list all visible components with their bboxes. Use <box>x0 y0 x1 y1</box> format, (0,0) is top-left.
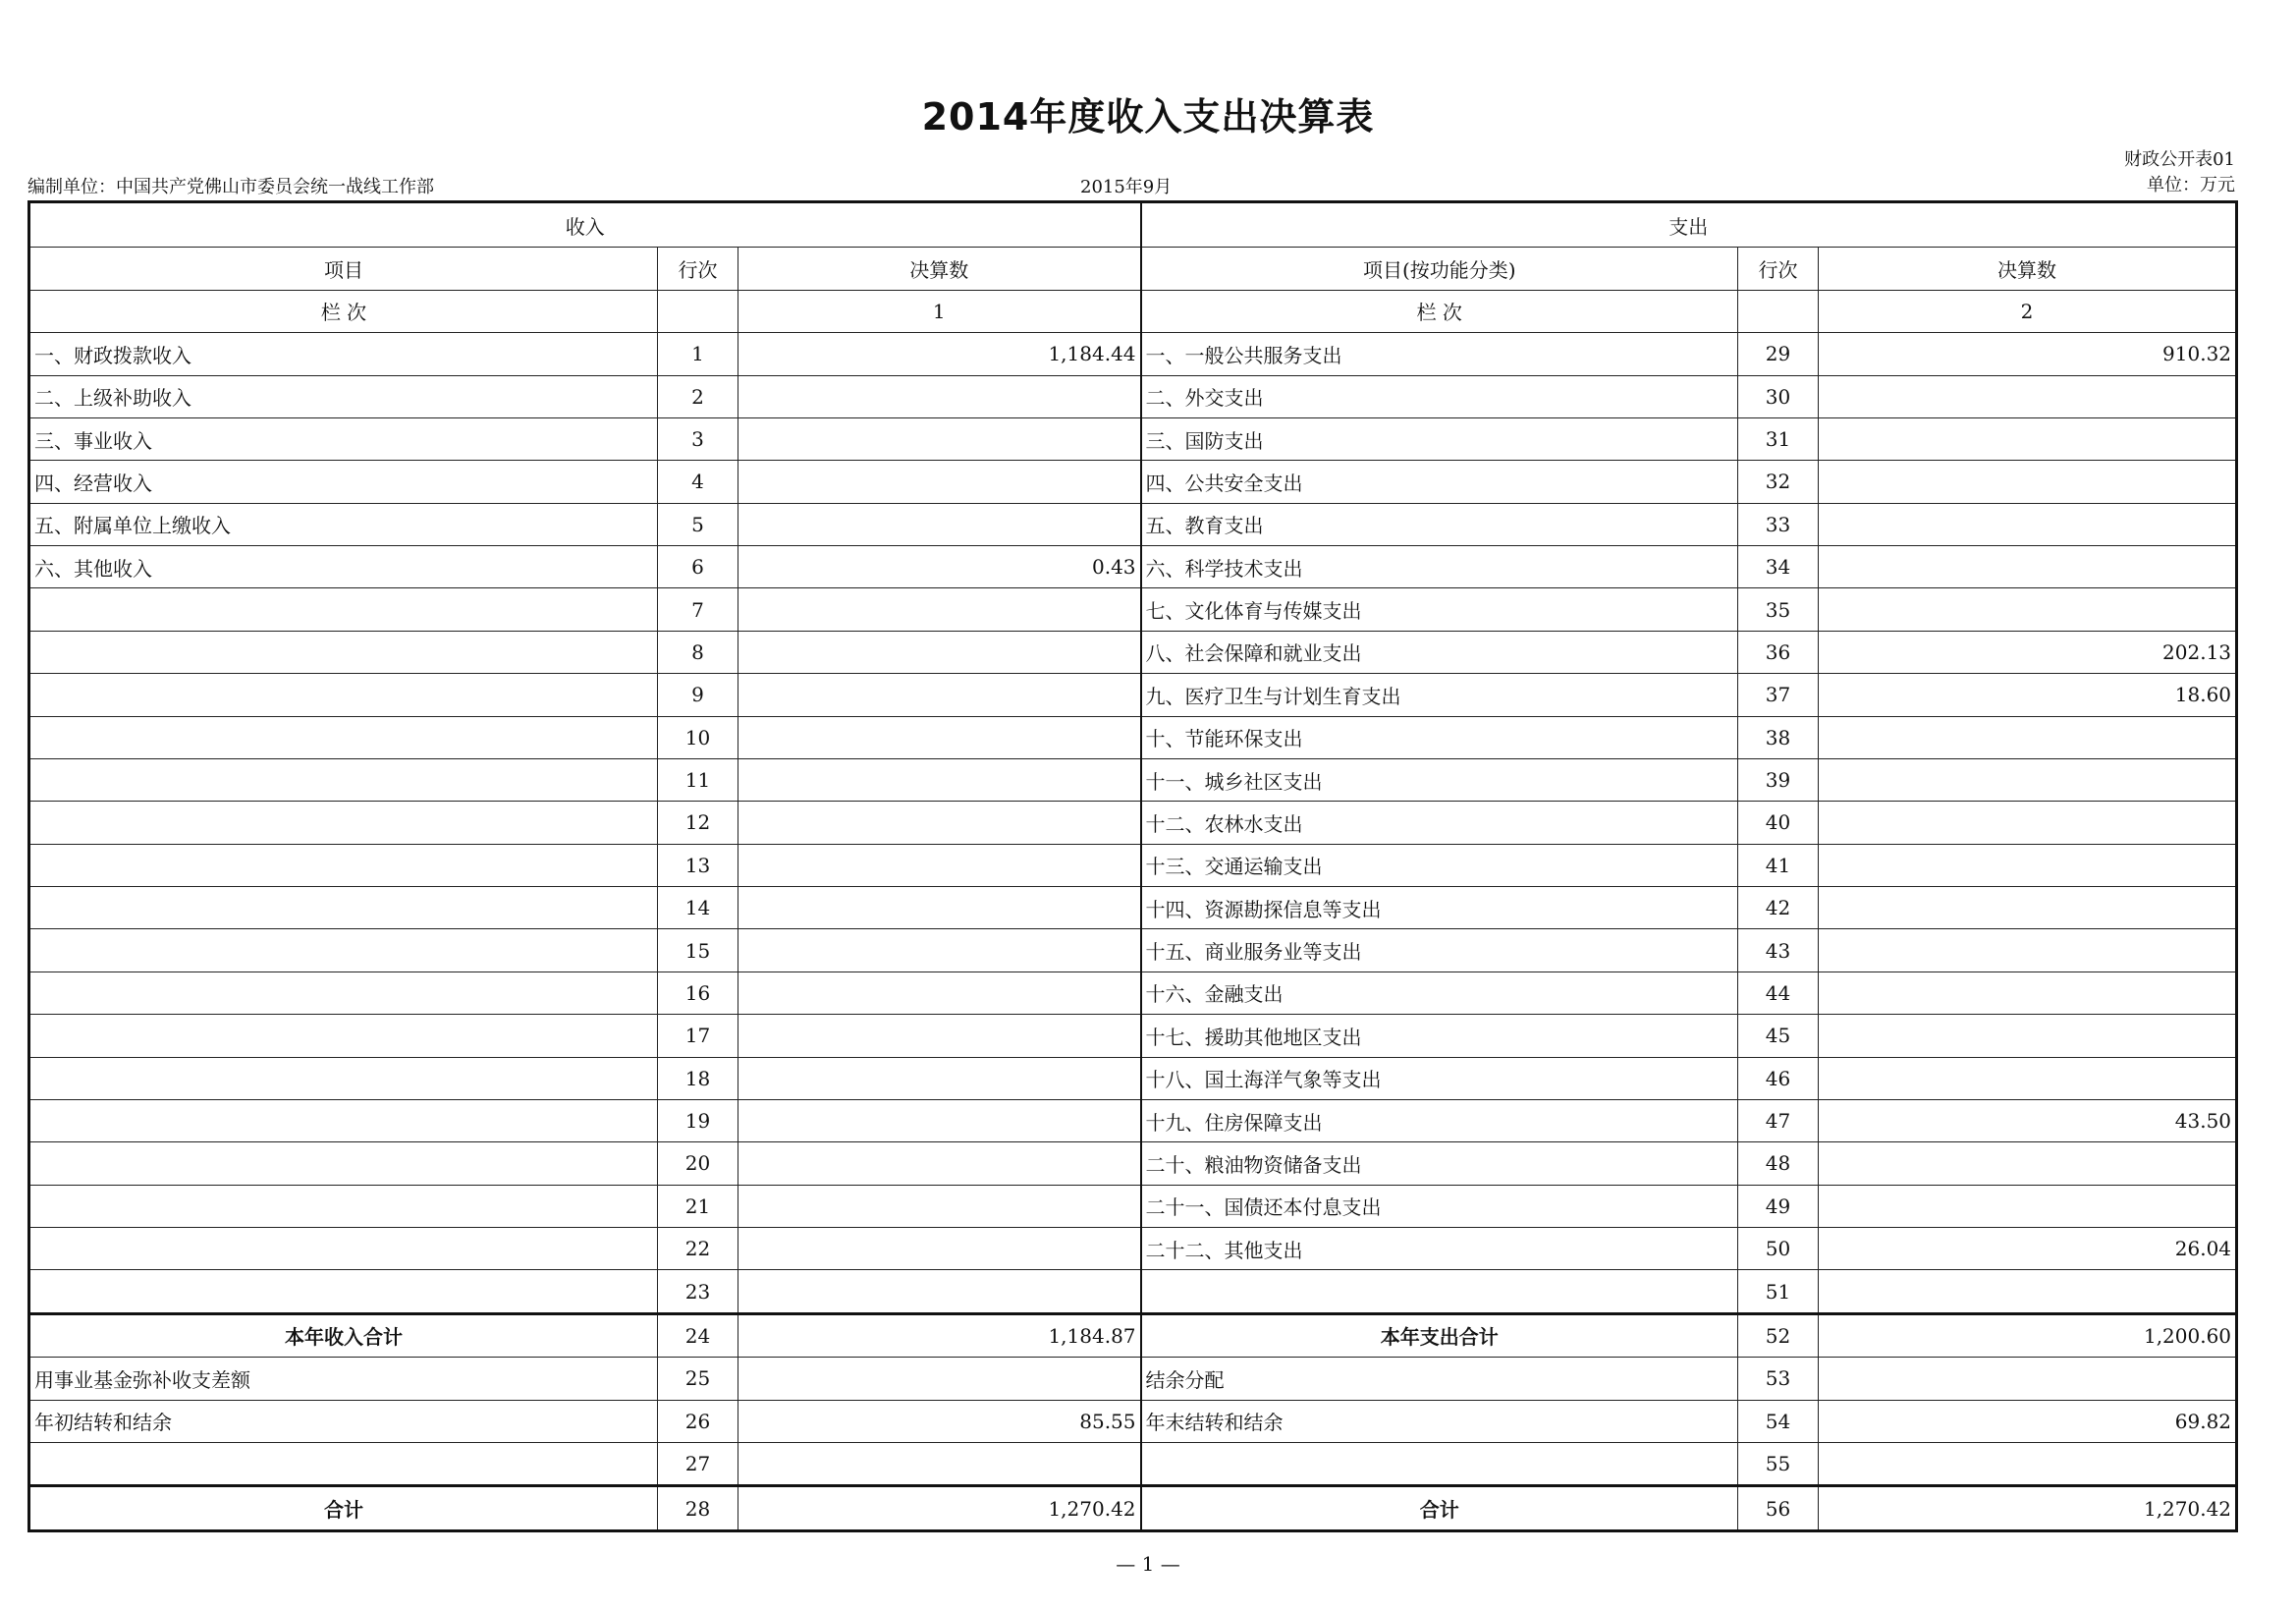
table-row <box>29 802 2237 844</box>
expense-summary-item: 结余分配 <box>1141 1358 1738 1400</box>
income-row-no-header: 行次 <box>658 248 738 290</box>
income-summary-item: 本年收入合计 <box>29 1313 658 1357</box>
expense-amount: 910.32 <box>1819 333 2237 375</box>
expense-item: 十八、国土海洋气象等支出 <box>1141 1057 1738 1099</box>
page-title: 2014年度收入支出决算表 <box>921 95 1375 139</box>
income-summary-row-no: 28 <box>658 1486 738 1531</box>
expense-item: 十四、资源勘探信息等支出 <box>1141 887 1738 929</box>
table-row <box>29 758 2237 801</box>
expense-summary-amount <box>1819 1442 2237 1485</box>
expense-amount-header: 决算数 <box>1819 248 2237 290</box>
expense-amount <box>1819 844 2237 886</box>
income-item: 六、其他收入 <box>29 546 658 588</box>
income-amount <box>738 1057 1141 1099</box>
expense-row-no: 40 <box>1738 802 1819 844</box>
expense-amount: 202.13 <box>1819 631 2237 673</box>
income-item-header: 项目 <box>29 248 658 290</box>
income-row-no: 22 <box>658 1228 738 1270</box>
income-row-no: 7 <box>658 588 738 631</box>
summary-row <box>29 1313 2237 1357</box>
compiling-unit: 编制单位：中国共产党佛山市委员会统一战线工作部 <box>27 177 434 197</box>
expense-amount <box>1819 1015 2237 1057</box>
summary-row <box>29 1442 2237 1485</box>
income-amount <box>738 802 1141 844</box>
column-header-row <box>29 248 2237 290</box>
expense-item: 七、文化体育与传媒支出 <box>1141 588 1738 631</box>
table-row <box>29 972 2237 1014</box>
income-item <box>29 1270 658 1313</box>
expense-row-no-header: 行次 <box>1738 248 1819 290</box>
income-amount <box>738 588 1141 631</box>
expense-item: 十一、城乡社区支出 <box>1141 758 1738 801</box>
column-index-row <box>29 290 2237 332</box>
income-row-no: 12 <box>658 802 738 844</box>
expense-amount: 18.60 <box>1819 674 2237 716</box>
income-summary-row-no: 24 <box>658 1313 738 1357</box>
table-row <box>29 1099 2237 1141</box>
expense-section-header: 支出 <box>1141 202 2237 248</box>
income-item: 一、财政拨款收入 <box>29 333 658 375</box>
income-summary-amount: 85.55 <box>738 1400 1141 1442</box>
unit-label: 单位：万元 <box>2147 175 2235 195</box>
expense-row-no: 51 <box>1738 1270 1819 1313</box>
income-item <box>29 1228 658 1270</box>
income-row-no: 5 <box>658 503 738 545</box>
expense-amount <box>1819 375 2237 417</box>
income-item: 三、事业收入 <box>29 417 658 460</box>
expense-row-no: 38 <box>1738 716 1819 758</box>
income-item <box>29 588 658 631</box>
expense-summary-row-no: 55 <box>1738 1442 1819 1485</box>
expense-row-no: 45 <box>1738 1015 1819 1057</box>
expense-summary-amount <box>1819 1358 2237 1400</box>
page-number: — 1 — <box>1116 1552 1180 1576</box>
income-row-no: 14 <box>658 887 738 929</box>
expense-row-no: 35 <box>1738 588 1819 631</box>
income-row-no: 4 <box>658 461 738 503</box>
expense-amount <box>1819 1185 2237 1227</box>
income-amount <box>738 503 1141 545</box>
table-row <box>29 375 2237 417</box>
report-date: 2015年9月 <box>1080 177 1173 197</box>
income-amount <box>738 1185 1141 1227</box>
expense-amount <box>1819 758 2237 801</box>
income-row-no: 21 <box>658 1185 738 1227</box>
expense-row-no: 34 <box>1738 546 1819 588</box>
income-amount <box>738 1228 1141 1270</box>
expense-item: 十五、商业服务业等支出 <box>1141 929 1738 972</box>
income-amount <box>738 1015 1141 1057</box>
income-section-header: 收入 <box>29 202 1141 248</box>
summary-row <box>29 1486 2237 1531</box>
income-item <box>29 929 658 972</box>
section-header-row <box>29 202 2237 248</box>
expense-item: 八、社会保障和就业支出 <box>1141 631 1738 673</box>
expense-summary-row-no: 56 <box>1738 1486 1819 1531</box>
expense-item: 十三、交通运输支出 <box>1141 844 1738 886</box>
income-item <box>29 844 658 886</box>
expense-amount: 43.50 <box>1819 1099 2237 1141</box>
income-row-no: 23 <box>658 1270 738 1313</box>
income-row-no: 10 <box>658 716 738 758</box>
summary-row <box>29 1400 2237 1442</box>
income-amount <box>738 716 1141 758</box>
income-column-label: 栏 次 <box>29 290 658 332</box>
expense-item: 五、教育支出 <box>1141 503 1738 545</box>
expense-item: 二十一、国债还本付息支出 <box>1141 1185 1738 1227</box>
table-row <box>29 1270 2237 1313</box>
income-row-no: 9 <box>658 674 738 716</box>
table-row <box>29 887 2237 929</box>
income-item: 二、上级补助收入 <box>29 375 658 417</box>
income-column-index: 1 <box>738 290 1141 332</box>
income-summary-amount: 1,184.87 <box>738 1313 1141 1357</box>
expense-row-no: 47 <box>1738 1099 1819 1141</box>
expense-item: 二十、粮油物资储备支出 <box>1141 1142 1738 1185</box>
income-summary-row-no: 27 <box>658 1442 738 1485</box>
expense-amount <box>1819 1270 2237 1313</box>
income-summary-amount: 1,270.42 <box>738 1486 1141 1531</box>
expense-column-label: 栏 次 <box>1141 290 1738 332</box>
expense-row-no: 37 <box>1738 674 1819 716</box>
income-item <box>29 972 658 1014</box>
expense-row-no: 49 <box>1738 1185 1819 1227</box>
income-row-no: 1 <box>658 333 738 375</box>
expense-amount <box>1819 887 2237 929</box>
income-row-no: 19 <box>658 1099 738 1141</box>
expense-amount <box>1819 802 2237 844</box>
income-summary-row-no: 26 <box>658 1400 738 1442</box>
income-amount <box>738 844 1141 886</box>
expense-item: 三、国防支出 <box>1141 417 1738 460</box>
expense-amount <box>1819 716 2237 758</box>
table-row <box>29 588 2237 631</box>
expense-summary-item: 合计 <box>1141 1486 1738 1531</box>
income-item <box>29 1142 658 1185</box>
expense-summary-item: 本年支出合计 <box>1141 1313 1738 1357</box>
table-row <box>29 674 2237 716</box>
expense-row-no: 44 <box>1738 972 1819 1014</box>
income-amount <box>738 929 1141 972</box>
table-row <box>29 1185 2237 1227</box>
income-summary-item <box>29 1442 658 1485</box>
income-amount <box>738 1142 1141 1185</box>
table-row <box>29 1142 2237 1185</box>
income-item <box>29 758 658 801</box>
income-row-no: 2 <box>658 375 738 417</box>
expense-amount <box>1819 461 2237 503</box>
income-item <box>29 802 658 844</box>
income-row-no: 15 <box>658 929 738 972</box>
form-code: 财政公开表01 <box>2124 149 2235 170</box>
expense-row-no: 48 <box>1738 1142 1819 1185</box>
income-row-no: 3 <box>658 417 738 460</box>
income-row-no: 6 <box>658 546 738 588</box>
income-amount <box>738 417 1141 460</box>
income-row-no: 17 <box>658 1015 738 1057</box>
expense-row-no: 43 <box>1738 929 1819 972</box>
expense-amount: 26.04 <box>1819 1228 2237 1270</box>
income-item <box>29 887 658 929</box>
expense-item: 一、一般公共服务支出 <box>1141 333 1738 375</box>
income-summary-item: 年初结转和结余 <box>29 1400 658 1442</box>
table-row <box>29 1015 2237 1057</box>
income-row-no: 13 <box>658 844 738 886</box>
income-amount <box>738 631 1141 673</box>
table-row <box>29 503 2237 545</box>
expense-row-no: 33 <box>1738 503 1819 545</box>
expense-row-no: 31 <box>1738 417 1819 460</box>
expense-row-no: 41 <box>1738 844 1819 886</box>
income-row-no: 18 <box>658 1057 738 1099</box>
income-row-no: 20 <box>658 1142 738 1185</box>
income-amount <box>738 758 1141 801</box>
expense-item: 二、外交支出 <box>1141 375 1738 417</box>
expense-item: 十七、援助其他地区支出 <box>1141 1015 1738 1057</box>
income-expense-table <box>27 200 2238 1532</box>
table-row <box>29 844 2237 886</box>
expense-row-no: 36 <box>1738 631 1819 673</box>
expense-summary-amount: 1,200.60 <box>1819 1313 2237 1357</box>
income-summary-amount <box>738 1358 1141 1400</box>
income-amount <box>738 375 1141 417</box>
table-row <box>29 1228 2237 1270</box>
table-row <box>29 1057 2237 1099</box>
income-row-no: 11 <box>658 758 738 801</box>
expense-item <box>1141 1270 1738 1313</box>
income-item <box>29 1057 658 1099</box>
expense-amount <box>1819 1142 2237 1185</box>
table-row <box>29 417 2237 460</box>
expense-row-no: 32 <box>1738 461 1819 503</box>
income-amount-header: 决算数 <box>738 248 1141 290</box>
income-summary-amount <box>738 1442 1141 1485</box>
income-summary-row-no: 25 <box>658 1358 738 1400</box>
expense-amount <box>1819 503 2237 545</box>
expense-summary-amount: 1,270.42 <box>1819 1486 2237 1531</box>
expense-row-no: 39 <box>1738 758 1819 801</box>
table-row <box>29 716 2237 758</box>
table-row <box>29 461 2237 503</box>
expense-item: 六、科学技术支出 <box>1141 546 1738 588</box>
expense-item: 十九、住房保障支出 <box>1141 1099 1738 1141</box>
expense-row-no: 29 <box>1738 333 1819 375</box>
expense-row-no: 30 <box>1738 375 1819 417</box>
income-amount <box>738 461 1141 503</box>
expense-amount <box>1819 1057 2237 1099</box>
expense-summary-item <box>1141 1442 1738 1485</box>
table-row <box>29 546 2237 588</box>
expense-item: 四、公共安全支出 <box>1141 461 1738 503</box>
income-item <box>29 631 658 673</box>
table-row <box>29 929 2237 972</box>
income-item: 四、经营收入 <box>29 461 658 503</box>
expense-summary-item: 年末结转和结余 <box>1141 1400 1738 1442</box>
expense-row-no: 46 <box>1738 1057 1819 1099</box>
expense-column-index-blank <box>1738 290 1819 332</box>
expense-amount <box>1819 588 2237 631</box>
expense-row-no: 42 <box>1738 887 1819 929</box>
expense-item: 九、医疗卫生与计划生育支出 <box>1141 674 1738 716</box>
summary-row <box>29 1358 2237 1400</box>
income-summary-item: 用事业基金弥补收支差额 <box>29 1358 658 1400</box>
income-summary-item: 合计 <box>29 1486 658 1531</box>
expense-item: 十、节能环保支出 <box>1141 716 1738 758</box>
income-item: 五、附属单位上缴收入 <box>29 503 658 545</box>
income-amount <box>738 887 1141 929</box>
expense-amount <box>1819 417 2237 460</box>
expense-amount <box>1819 972 2237 1014</box>
expense-item: 十六、金融支出 <box>1141 972 1738 1014</box>
income-column-index-blank <box>658 290 738 332</box>
expense-summary-row-no: 54 <box>1738 1400 1819 1442</box>
expense-summary-row-no: 52 <box>1738 1313 1819 1357</box>
income-amount: 1,184.44 <box>738 333 1141 375</box>
income-item <box>29 716 658 758</box>
income-amount <box>738 674 1141 716</box>
expense-row-no: 50 <box>1738 1228 1819 1270</box>
expense-column-index: 2 <box>1819 290 2237 332</box>
expense-amount <box>1819 929 2237 972</box>
expense-summary-amount: 69.82 <box>1819 1400 2237 1442</box>
expense-item-header: 项目(按功能分类) <box>1141 248 1738 290</box>
table-row <box>29 631 2237 673</box>
income-amount: 0.43 <box>738 546 1141 588</box>
income-amount <box>738 1270 1141 1313</box>
income-amount <box>738 972 1141 1014</box>
table-row <box>29 333 2237 375</box>
income-row-no: 8 <box>658 631 738 673</box>
income-item <box>29 674 658 716</box>
income-item <box>29 1185 658 1227</box>
income-item <box>29 1099 658 1141</box>
expense-amount <box>1819 546 2237 588</box>
income-amount <box>738 1099 1141 1141</box>
income-row-no: 16 <box>658 972 738 1014</box>
expense-summary-row-no: 53 <box>1738 1358 1819 1400</box>
income-item <box>29 1015 658 1057</box>
expense-item: 二十二、其他支出 <box>1141 1228 1738 1270</box>
expense-item: 十二、农林水支出 <box>1141 802 1738 844</box>
